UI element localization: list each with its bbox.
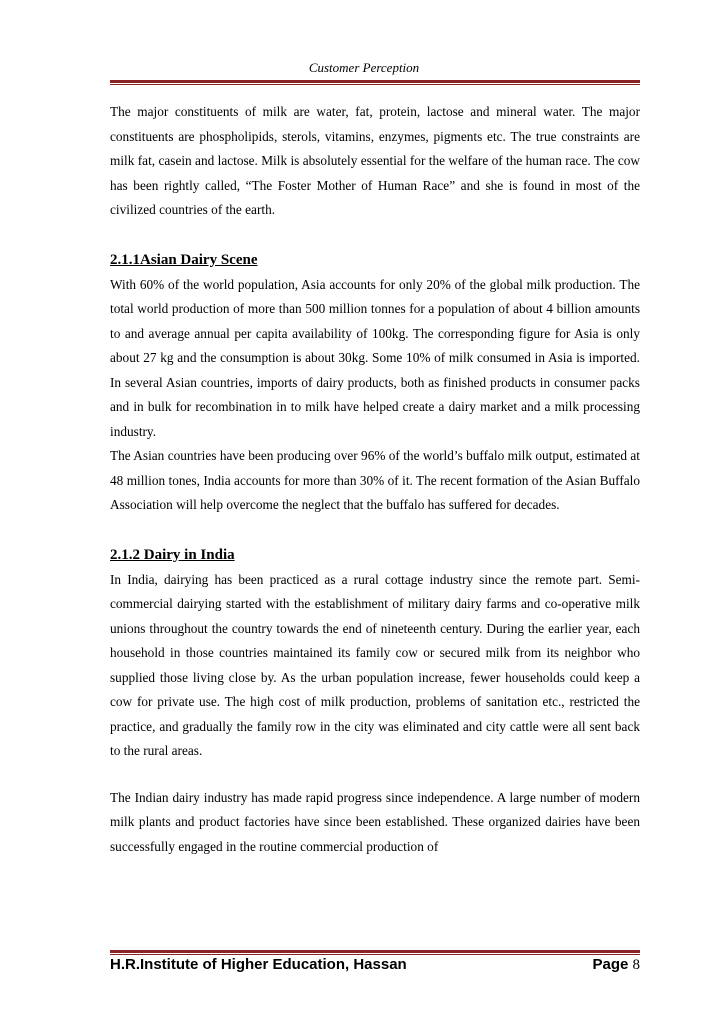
section-heading-asian-dairy: 2.1.1Asian Dairy Scene: [110, 251, 258, 268]
asian-dairy-paragraph-2: The Asian countries have been producing over 96% of the world’s buffalo milk output, estimated at 48 million tones, India accounts for more than 30% of it. The recent formation of the Asian Buffalo Association will help overcome the neglect that the buffalo has suffered for decades.: [110, 448, 640, 512]
page-header-title: Customer Perception: [308, 60, 420, 75]
dairy-india-paragraph-2: The Indian dairy industry has made rapid progress since independence. A large number of modern milk plants and product factories have since been established. These organized dairies have been successfully engaged in the routine commercial production of: [110, 789, 640, 854]
spacer: [110, 223, 640, 249]
page-footer: [110, 954, 640, 976]
page-content: [110, 100, 640, 859]
footer-page-label: Page: [592, 956, 629, 973]
section-heading-dairy-india: 2.1.2 Dairy in India: [110, 546, 235, 563]
spacer: [110, 518, 640, 544]
footer-institution: H.R.Institute of Higher Education, Hassan: [110, 956, 407, 973]
dairy-india-paragraph-1: In India, dairying has been practiced as a rural cottage industry since the remote part. Semi-commercial dairying started with the establishment of military dairy farms and co-operative milk unions throughout the country towards the end of nineteenth century. During the earlier year, each household in those countries maintained its family cow or secured milk from its neighbor who supplied those living close by. As the urban population increase, fewer households could keep a cow for private use. The high cost of milk production, problems of sanitation etc., restricted the practice, and gradually the family row in the city was eliminated and city cattle were all sent back to the rural areas.: [110, 571, 640, 758]
footer-page-indicator: [592, 954, 640, 976]
spacer: [110, 764, 640, 786]
footer-page-number: 8: [632, 957, 640, 973]
intro-paragraph: The major constituents of milk are water, fat, protein, lactose and mineral water. The major constituents are phospholipids, sterols, vitamins, enzymes, pigments etc. The true constraints are milk fat, casein and lactose. Milk is absolutely essential for the welfare of the human race. The cow has been rightly called, “The Foster Mother of Human Race” and she is found in most of the civilized countries of the earth.: [110, 104, 640, 217]
asian-dairy-paragraph-1: With 60% of the world population, Asia accounts for only 20% of the global milk production. The total world production of more than 500 million tonnes for a population of about 4 billion amounts to and average annual per capita availability of 100kg. The corresponding figure for Asia is only about 27 kg and the consumption is about 30kg. Some 10% of milk consumed in Asia is imported. In several Asian countries, imports of dairy products, both as finished products in consumer packs and in bulk for recombination in to milk have helped create a dairy market and a milk processing industry.: [110, 276, 640, 439]
header-rule: [110, 80, 640, 85]
